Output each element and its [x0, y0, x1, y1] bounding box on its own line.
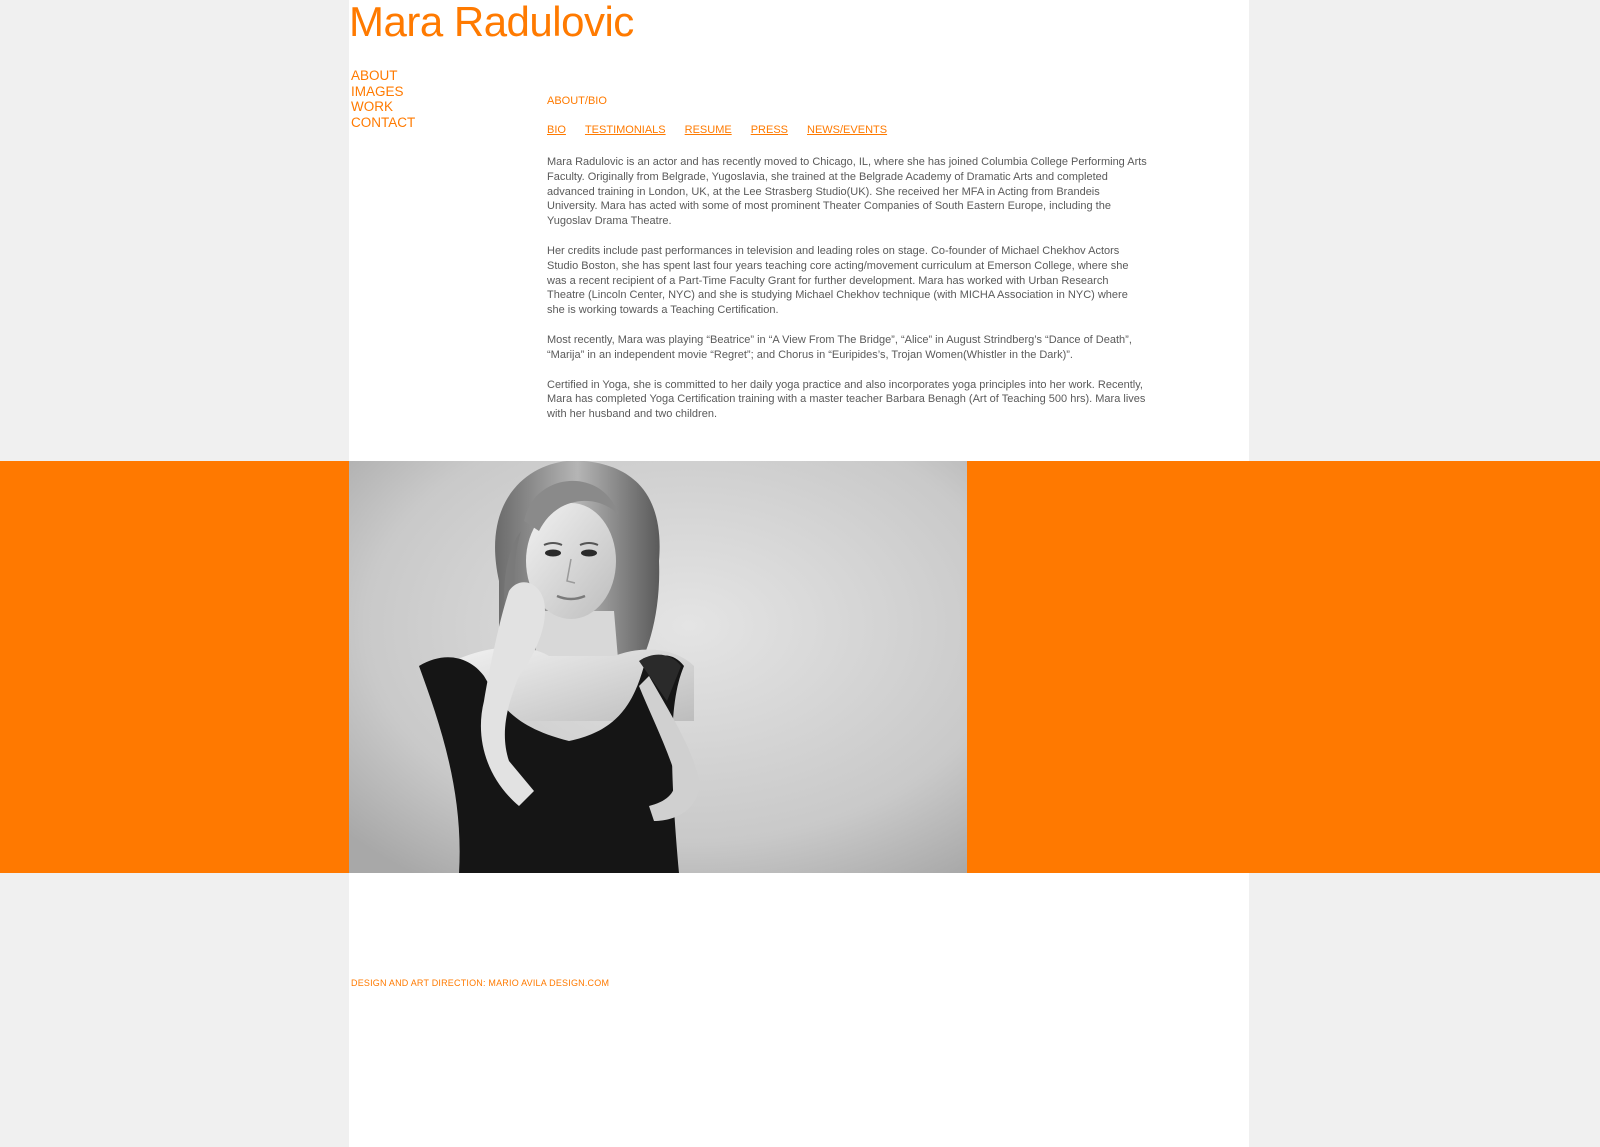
portrait-image — [349, 461, 967, 873]
nav-item-work[interactable]: WORK — [351, 99, 393, 114]
nav-item-images[interactable]: IMAGES — [351, 83, 404, 99]
site-title[interactable]: Mara Radulovic — [349, 0, 634, 45]
sub-nav — [547, 124, 887, 136]
footer-credit[interactable]: DESIGN AND ART DIRECTION: MARIO AVILA DESIGN.COM — [351, 978, 610, 988]
section-heading: ABOUT/BIO — [547, 95, 607, 107]
nav-item-about[interactable]: ABOUT — [351, 68, 398, 83]
subnav-link-testimonials[interactable]: TESTIMONIALS — [584, 124, 666, 136]
bio-paragraph: Her credits include past performances in television and leading roles on stage. Co-founder of Michael Chekhov Actors Studio Boston, she has spent last four years teaching core acting/movement curriculum at Emerson College, where she was a recent recipient of a Part-Time Faculty Grant for further development. Mara has worked with Urban Research Theatre (Lincoln Center, NYC) and she is studying Michael Chekhov technique (with MICHA Association in NYC) where she is working towards a Teaching Certification. — [547, 244, 1129, 317]
subnav-link-press[interactable]: PRESS — [750, 124, 788, 136]
subnav-link-news-events[interactable]: NEWS/EVENTS — [807, 124, 888, 136]
bio-text — [547, 155, 1147, 437]
main-nav — [351, 68, 415, 130]
subnav-link-bio[interactable]: BIO — [547, 124, 566, 136]
bio-paragraph: Mara Radulovic is an actor and has recently moved to Chicago, IL, where she has joined Columbia College Performing Arts Faculty. Originally from Belgrade, Yugoslavia, she trained at the Belgrade Academy of Dramatic Arts and completed advanced training in London, UK, at the Lee Strasberg Studio(UK). She received her MFA in Acting from Brandeis University. Mara has acted with some of most prominent Theater Companies of South Eastern Europe, including the Yugoslav Drama Theatre. — [547, 156, 1147, 228]
subnav-link-resume[interactable]: RESUME — [684, 124, 732, 136]
portrait-photo — [349, 461, 967, 873]
bio-paragraph: Most recently, Mara was playing “Beatrice” in “A View From The Bridge”, “Alice” in August Strindberg’s “Dance of Death”, “Marija” in an independent movie “Regret”; and Chorus in “Euripides’s, Trojan Women(Whistler in the Dark)”. — [547, 333, 1132, 361]
bio-paragraph: Certified in Yoga, she is committed to her daily yoga practice and also incorporates yoga principles into her work. Recently, Mara has completed Yoga Certification training with a master teacher Barbara Benagh (Art of Teaching 500 hrs). Mara lives with her husband and two children. — [547, 378, 1146, 421]
nav-item-contact[interactable]: CONTACT — [351, 114, 416, 130]
